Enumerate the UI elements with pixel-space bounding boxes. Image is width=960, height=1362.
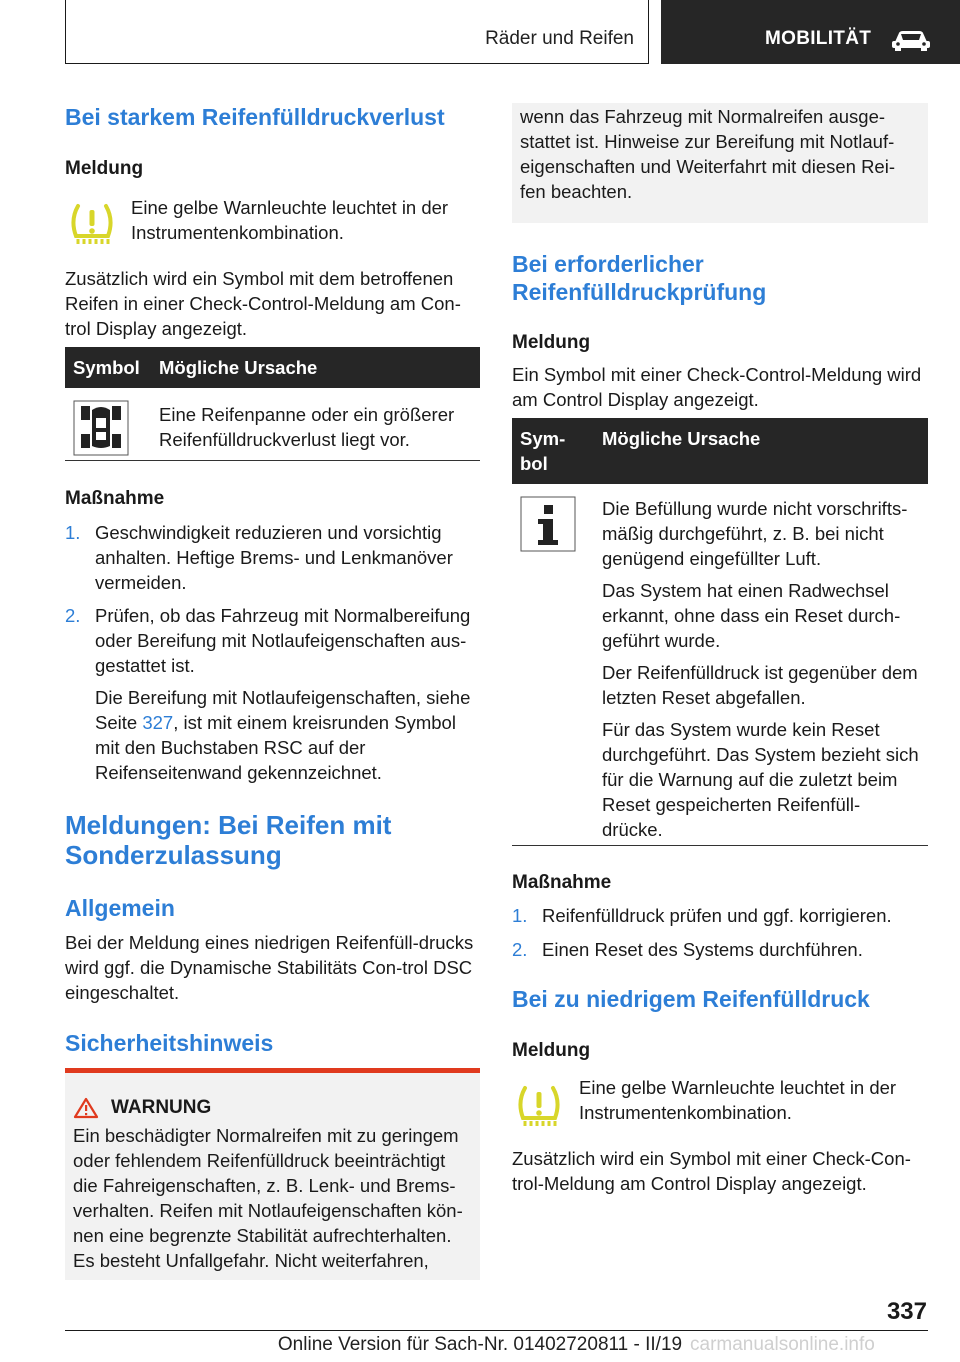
cause-item: Die Befüllung wurde nicht vorschrifts-mäßig durchgeführt, z. B. bei nicht genügend eingefüllter Luft.	[602, 498, 908, 569]
heading-allgemein: Allgemein	[65, 895, 175, 921]
warnlight-text: Eine gelbe Warnleuchte leuchtet in der Instrumentenkombination.	[131, 197, 449, 243]
cause-item: Das System hat einen Radwechsel erkannt, ohne dass ein Reset durch-geführt wurde.	[602, 580, 901, 651]
table-header-cause: Mögliche Ursache	[594, 418, 928, 484]
warnlight-text-right: Eine gelbe Warnleuchte leuchtet in der Instrumentenkombination.	[579, 1077, 897, 1123]
symbol-description-right-2: Zusätzlich wird ein Symbol mit einer Check-Con-trol-Meldung am Control Display angezeigt.	[512, 1148, 911, 1194]
table-bottom-rule	[65, 460, 480, 461]
subheading-meldung: Meldung	[65, 158, 144, 179]
warning-box	[65, 1068, 480, 1280]
car-tire-pressure-icon	[73, 400, 129, 456]
list-item: 1. Reifenfülldruck prüfen und ggf. korrigieren.	[512, 905, 892, 926]
watermark: carmanualsonline.info	[690, 1334, 875, 1355]
table-row	[512, 484, 928, 850]
table-header-symbol: Sym-bol	[512, 418, 594, 484]
heading-reifenfuelldruckpruefung: Bei erforderlicher Reifenfülldruckprüfung	[512, 251, 767, 305]
symbol-description: Zusätzlich wird ein Symbol mit dem betroffenen Reifen in einer Check-Control-Meldung am Con-trol Display angezeigt.	[65, 268, 461, 339]
subheading-meldung-right: Meldung	[512, 332, 591, 353]
footer-online-version: Online Version für Sach-Nr. 01402720811 - II/19	[277, 1334, 683, 1355]
step2-note: Die Bereifung mit Notlaufeigenschaften, siehe Seite 327, ist mit einem kreisrunden Symbol mit den Buchstaben RSC auf der Reifenseitenwand gekennzeichnet.	[95, 687, 471, 783]
warning-text: Ein beschädigter Normalreifen mit zu geringem oder fehlendem Reifenfülldruck beeinträchtigt die Fahreigenschaften, z. B. Lenk- und Brems-verhalten. Reifen mit Notlaufeigenschaften kön-nen eine begrenzte Stabilität aufrechterhalten. Es besteht Unfallgefahr. Nicht weiterfahren,	[73, 1125, 463, 1271]
car-icon	[889, 28, 933, 52]
warning-triangle-icon	[73, 1097, 99, 1119]
symbol-description-right: Ein Symbol mit einer Check-Control-Meldung wird am Control Display angezeigt.	[512, 364, 922, 410]
heading-sicherheitshinweis: Sicherheitshinweis	[65, 1030, 274, 1056]
subheading-massnahme: Maßnahme	[65, 488, 165, 509]
info-icon	[520, 496, 576, 552]
cause-item: Für das System wurde kein Reset durchgeführt. Das System bezieht sich für die Warnung auf die zuletzt beim Reset gespeicherten Reifenfüll-drücke.	[602, 719, 919, 840]
heading-reifenfuelldruckverlust: Bei starkem Reifenfülldruckverlust	[65, 104, 445, 130]
steps-list-right	[512, 903, 928, 970]
page-number: 337	[886, 1298, 927, 1325]
table-cell-cause: Eine Reifenpanne oder ein größerer Reifenfülldruckverlust liegt vor.	[159, 404, 455, 450]
subheading-meldung-right-2: Meldung	[512, 1040, 591, 1061]
header-chapter-box	[661, 0, 960, 64]
page-link-327[interactable]: 327	[142, 712, 174, 733]
tire-pressure-warning-icon	[68, 202, 116, 246]
continued-warning-text: wenn das Fahrzeug mit Normalreifen ausge-stattet ist. Hinweise zur Bereifung mit Notlauf-eigenschaften und Weiterfahrt mit diesen Rei-fen beachten.	[520, 106, 895, 202]
steps-list-left	[65, 520, 480, 686]
list-item: 2. Prüfen, ob das Fahrzeug mit Normalbereifung oder Bereifung mit Notlaufeigenschaften aus-gestattet ist.	[65, 605, 471, 676]
table-header-cause: Mögliche Ursache	[151, 347, 480, 388]
list-item: 1. Geschwindigkeit reduzieren und vorsichtig anhalten. Heftige Brems- und Lenkmanöver vermeiden.	[65, 522, 453, 593]
list-item: 2. Einen Reset des Systems durchführen.	[512, 939, 863, 960]
warning-title: WARNUNG	[111, 1097, 212, 1118]
header-section-title: Räder und Reifen	[485, 28, 634, 49]
table-bottom-rule	[512, 845, 928, 846]
tire-pressure-warning-icon	[515, 1084, 563, 1128]
footer-rule	[65, 1330, 928, 1331]
heading-sonderzulassung: Meldungen: Bei Reifen mit Sonderzulassung	[65, 810, 392, 870]
header-chapter-title: MOBILITÄT	[765, 28, 872, 49]
cause-table-right	[512, 418, 928, 850]
allgemein-text: Bei der Meldung eines niedrigen Reifenfüll-drucks wird ggf. die Dynamische Stabilitäts Con-trol DSC eingeschaltet.	[65, 932, 474, 1003]
cause-item: Der Reifenfülldruck ist gegenüber dem letzten Reset abgefallen.	[602, 662, 918, 708]
heading-niedriger-druck: Bei zu niedrigem Reifenfülldruck	[512, 986, 870, 1012]
subheading-massnahme-right: Maßnahme	[512, 872, 612, 893]
continued-warning-box	[512, 103, 928, 223]
table-header-symbol: Symbol	[65, 347, 151, 388]
table-row	[65, 388, 480, 470]
cause-table-left	[65, 347, 480, 470]
header-section-box	[65, 0, 649, 64]
